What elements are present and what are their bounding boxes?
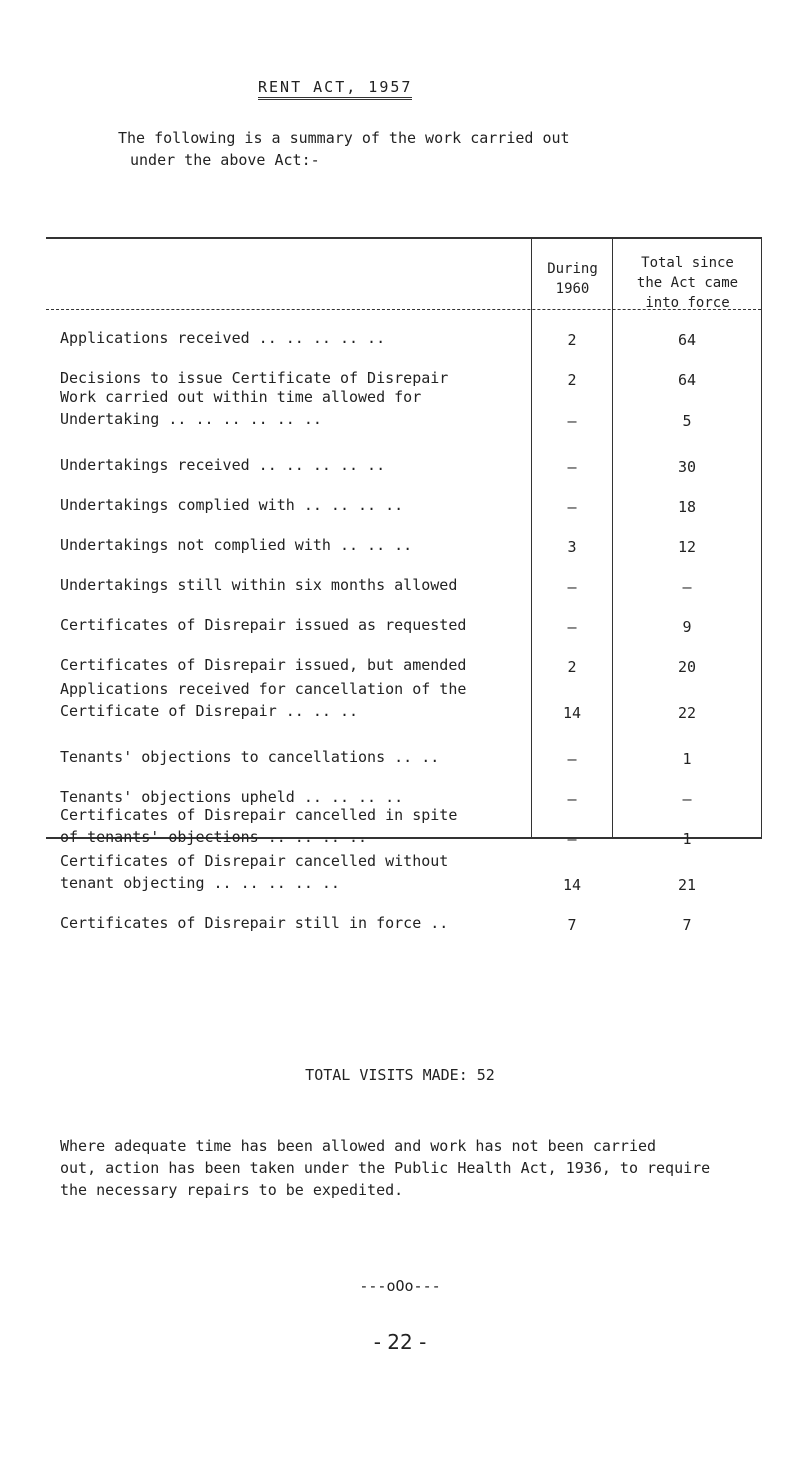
row-label: Tenants' objections upheld .. .. .. .. — [60, 788, 404, 806]
value-during-1960: 2 — [567, 658, 577, 676]
table-row — [46, 386, 761, 436]
row-label: Certificates of Disrepair issued, but amended — [60, 656, 467, 674]
value-during-1960: – — [567, 790, 577, 808]
value-total: – — [682, 578, 692, 596]
value-during-1960: – — [567, 830, 577, 848]
row-label: Tenants' objections to cancellations .. .. — [60, 748, 440, 766]
table-row — [46, 896, 761, 940]
row-label: Decisions to issue Certificate of Disrepair — [60, 369, 449, 387]
value-total: 18 — [677, 498, 697, 516]
row-label: Undertakings not complied with .. .. .. — [60, 536, 413, 554]
row-label: Applications received for cancellation of the Certificate of Disrepair .. .. .. — [60, 680, 467, 720]
value-during-1960: – — [567, 578, 577, 596]
closing-paragraph: Where adequate time has been allowed and work has not been carried out, action has been taken under the Public Health Act, 1936, to require the necessary repairs to be expedited. — [60, 1137, 711, 1199]
value-total: 22 — [677, 704, 697, 722]
value-total: 7 — [682, 916, 692, 934]
value-total: 30 — [677, 458, 697, 476]
table-row — [46, 311, 761, 355]
value-total: 9 — [682, 618, 692, 636]
value-total: 64 — [677, 331, 697, 349]
value-during-1960: 14 — [562, 876, 582, 894]
table-row — [46, 638, 761, 682]
value-total: 5 — [682, 412, 692, 430]
value-total: 64 — [677, 371, 697, 389]
value-total: 1 — [682, 830, 692, 848]
table-row — [46, 730, 761, 774]
table-row — [46, 598, 761, 642]
row-label: Certificates of Disrepair cancelled without tenant objecting .. .. .. .. .. — [60, 852, 449, 892]
row-label: Applications received .. .. .. .. .. — [60, 329, 386, 347]
header-during-1960: During 1960 — [547, 261, 598, 297]
value-during-1960: 14 — [562, 704, 582, 722]
header-total-since-act: Total since the Act came into force — [636, 255, 739, 311]
value-total: 12 — [677, 538, 697, 556]
value-during-1960: 2 — [567, 371, 577, 389]
table-row — [46, 678, 761, 728]
row-label: Undertakings received .. .. .. .. .. — [60, 456, 386, 474]
intro-line: The following is a summary of the work carried out — [118, 129, 570, 147]
value-total: – — [682, 790, 692, 808]
summary-table — [46, 237, 762, 934]
value-during-1960: – — [567, 498, 577, 516]
value-during-1960: – — [567, 618, 577, 636]
table-row — [46, 518, 761, 562]
row-label: Certificates of Disrepair issued as requested — [60, 616, 467, 634]
row-label: Certificates of Disrepair still in force .. — [60, 914, 449, 932]
value-during-1960: – — [567, 750, 577, 768]
intro-paragraph — [118, 127, 758, 171]
total-visits: TOTAL VISITS MADE: 52 — [305, 1066, 495, 1084]
row-label: Certificates of Disrepair cancelled in spite of tenants' objections .. .. .. .. — [60, 806, 458, 846]
intro-line: under the above Act:- — [130, 151, 320, 169]
value-during-1960: – — [567, 458, 577, 476]
table-row — [46, 804, 761, 854]
value-during-1960: 7 — [567, 916, 577, 934]
value-total: 20 — [677, 658, 697, 676]
row-label: Undertakings still within six months allowed — [60, 576, 458, 594]
value-during-1960: 2 — [567, 331, 577, 349]
row-label: Work carried out within time allowed for Undertaking .. .. .. .. .. .. — [60, 388, 422, 428]
page-title: RENT ACT, 1957 — [258, 78, 412, 100]
table-row — [46, 558, 761, 602]
table-row — [46, 478, 761, 522]
value-during-1960: – — [567, 412, 577, 430]
table-row — [46, 438, 761, 482]
section-ornament: ---oOo--- — [359, 1277, 441, 1295]
table-row — [46, 850, 761, 900]
row-label: Undertakings complied with .. .. .. .. — [60, 496, 404, 514]
value-during-1960: 3 — [567, 538, 577, 556]
value-total: 21 — [677, 876, 697, 894]
value-total: 1 — [682, 750, 692, 768]
page-number: - 22 - — [373, 1330, 427, 1354]
